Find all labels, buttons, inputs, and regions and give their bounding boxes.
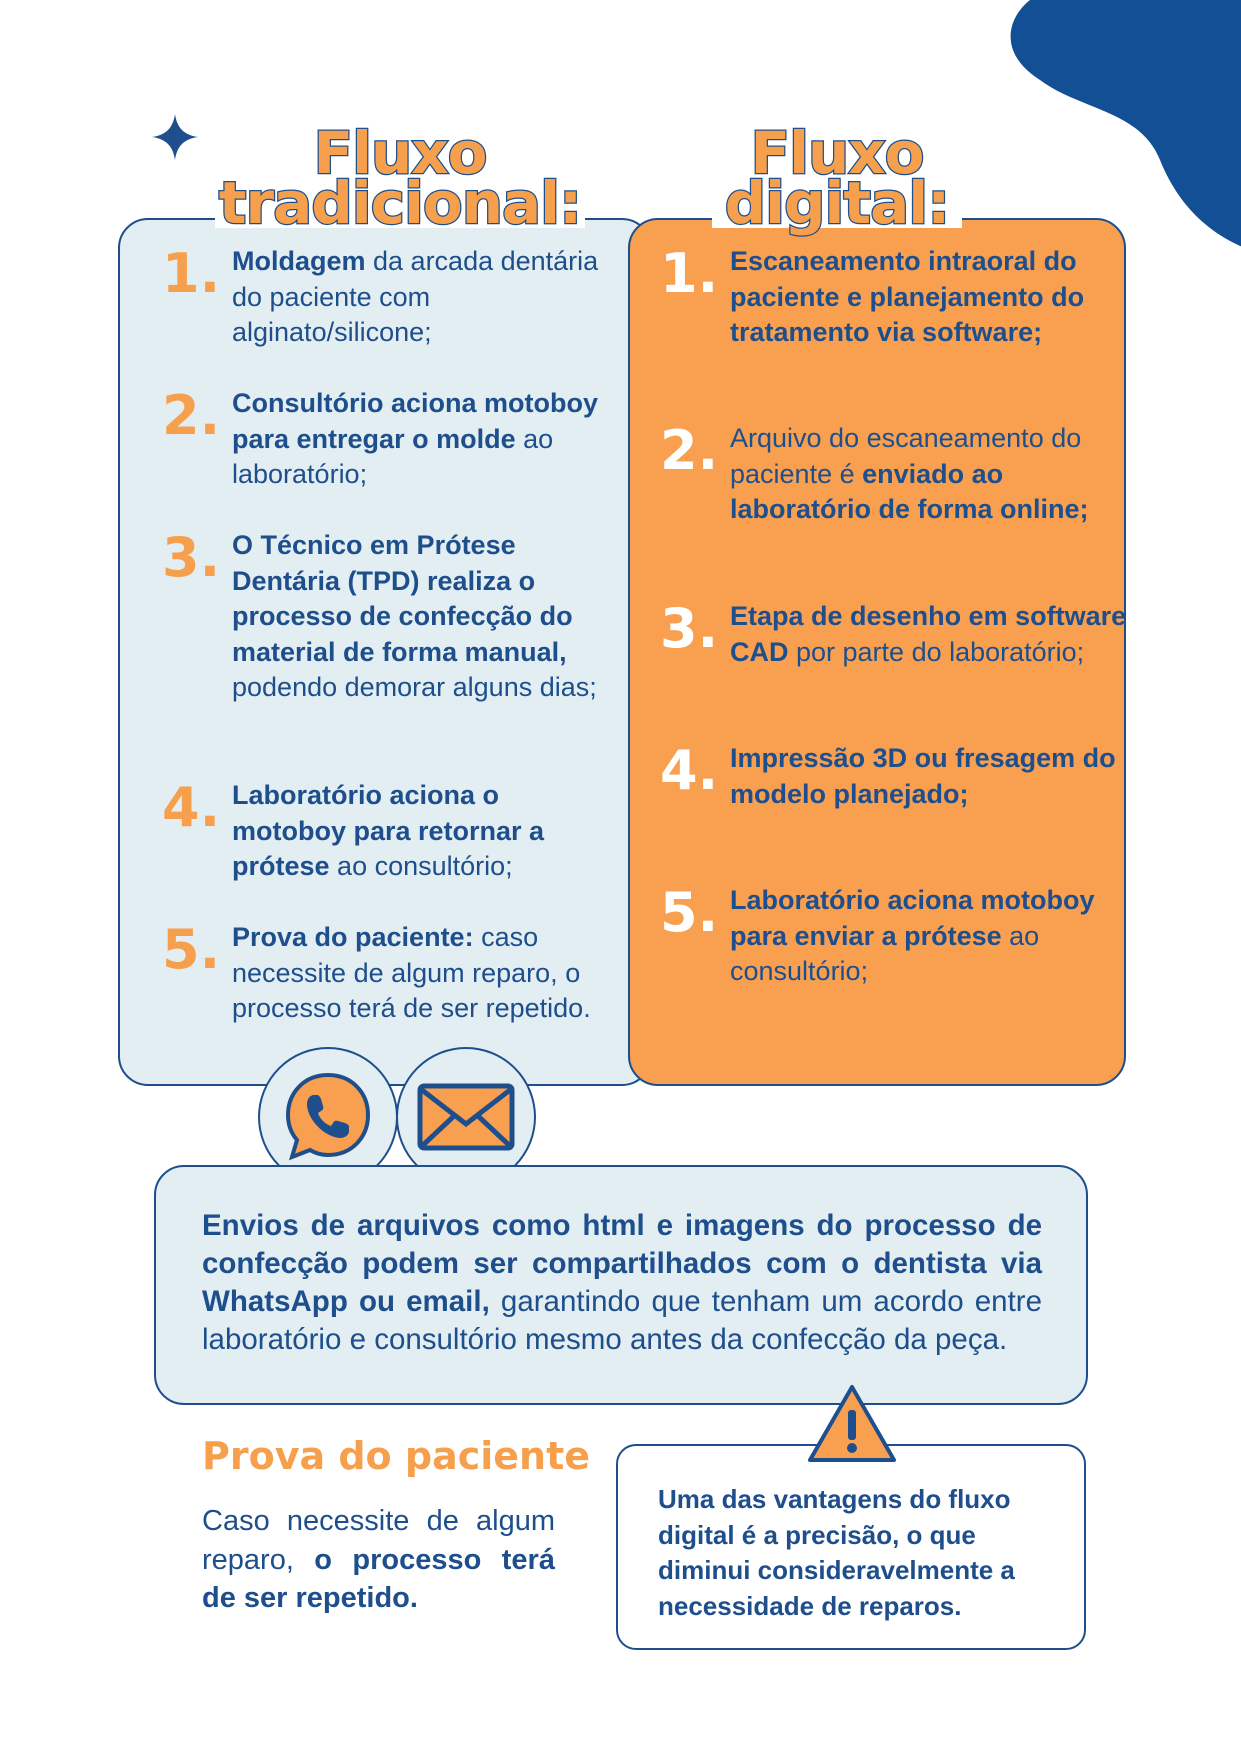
file-sharing-info-box	[154, 1165, 1088, 1405]
step-number: 2.	[660, 419, 719, 482]
warning-icon	[806, 1382, 898, 1466]
step-number: 3.	[162, 526, 221, 589]
digital-advantage-box	[616, 1444, 1086, 1650]
proof-bold-text: o processo terá de ser repetido.	[202, 1543, 555, 1614]
step-number: 1.	[162, 242, 221, 305]
step-text-normal: ao consultório;	[329, 851, 513, 881]
traditional-step	[162, 244, 610, 351]
step-text	[232, 778, 610, 885]
step-number: 4.	[660, 739, 719, 802]
step-number: 5.	[162, 918, 221, 981]
step-text	[232, 244, 610, 351]
step-text	[730, 883, 1130, 990]
info-normal-text: garantindo que tenham um acordo entre laboratório e consultório mesmo antes da confecção da peça.	[202, 1285, 1042, 1356]
info-bold-text: Envios de arquivos como html e imagens do processo de confecção podem ser compartilhados com o dentista via WhatsApp ou email,	[202, 1209, 1042, 1318]
traditional-flow-title	[215, 119, 585, 237]
step-text	[232, 920, 610, 1027]
step-text	[730, 421, 1130, 528]
step-text-bold: Laboratório aciona o motoboy para retornar a prótese	[232, 780, 545, 881]
digital-advantage-text: Uma das vantagens do fluxo digital é a precisão, o que diminui consideravelmente a necessidade de reparos.	[658, 1484, 1015, 1621]
step-text-bold: enviado ao laboratório de forma online;	[730, 458, 1089, 524]
patient-proof-text	[202, 1502, 555, 1618]
step-number: 5.	[660, 881, 719, 944]
step-number: 3.	[660, 597, 719, 660]
step-text-bold: Moldagem	[232, 246, 366, 276]
step-text-normal: ao laboratório;	[232, 423, 554, 489]
step-text-normal: por parte do laboratório;	[788, 636, 1085, 667]
step-text-bold: Impressão 3D ou fresagem do modelo planejado;	[730, 743, 1116, 809]
step-text-bold: Escaneamento intraoral do paciente e planejamento do tratamento via software;	[730, 246, 1085, 347]
proof-normal-text: Caso necessite de algum reparo,	[202, 1505, 555, 1576]
step-number: 1.	[660, 242, 719, 305]
step-text-bold: Laboratório aciona motoboy para enviar a prótese	[730, 885, 1095, 951]
step-text-bold: Etapa de desenho em software CAD	[730, 601, 1127, 667]
step-text-bold: Consultório aciona motoboy para entregar o molde	[232, 388, 599, 454]
digital-step	[660, 244, 1130, 351]
step-text-normal: Arquivo do escaneamento do paciente é	[730, 423, 1082, 489]
traditional-step	[162, 528, 610, 706]
digital-step	[660, 599, 1130, 670]
step-text-normal: caso necessite de algum reparo, o processo terá de ser repetido.	[232, 922, 591, 1023]
step-text	[232, 528, 610, 706]
patient-proof-title: Prova do paciente	[202, 1434, 591, 1478]
title-line: Fluxo	[750, 119, 924, 187]
traditional-step	[162, 920, 610, 1027]
traditional-step	[162, 386, 610, 493]
digital-step	[660, 421, 1130, 528]
file-sharing-info-text	[202, 1207, 1042, 1359]
step-text	[730, 741, 1130, 812]
traditional-step	[162, 778, 610, 885]
step-number: 2.	[162, 384, 221, 447]
step-text	[232, 386, 610, 493]
step-text-bold: O Técnico em Prótese Dentária (TPD) realiza o processo de confecção do material de forma manual,	[232, 530, 573, 667]
title-line: digital:	[724, 169, 950, 237]
step-text-normal: podendo demorar alguns dias;	[232, 672, 597, 702]
step-text-bold: Prova do paciente:	[232, 922, 474, 952]
title-line: Fluxo	[313, 119, 487, 187]
digital-step	[660, 741, 1130, 812]
digital-step	[660, 883, 1130, 990]
step-text-normal: da arcada dentária do paciente com alginato/silicone;	[232, 246, 599, 347]
step-text-normal: ao consultório;	[730, 920, 1040, 986]
step-text	[730, 244, 1130, 351]
title-line: tradicional:	[218, 169, 582, 237]
step-number: 4.	[162, 776, 221, 839]
whatsapp-phone-icon	[280, 1069, 376, 1165]
digital-flow-title	[712, 119, 962, 237]
step-text	[730, 599, 1130, 670]
envelope-icon	[416, 1082, 516, 1152]
sparkle-icon	[150, 112, 200, 162]
